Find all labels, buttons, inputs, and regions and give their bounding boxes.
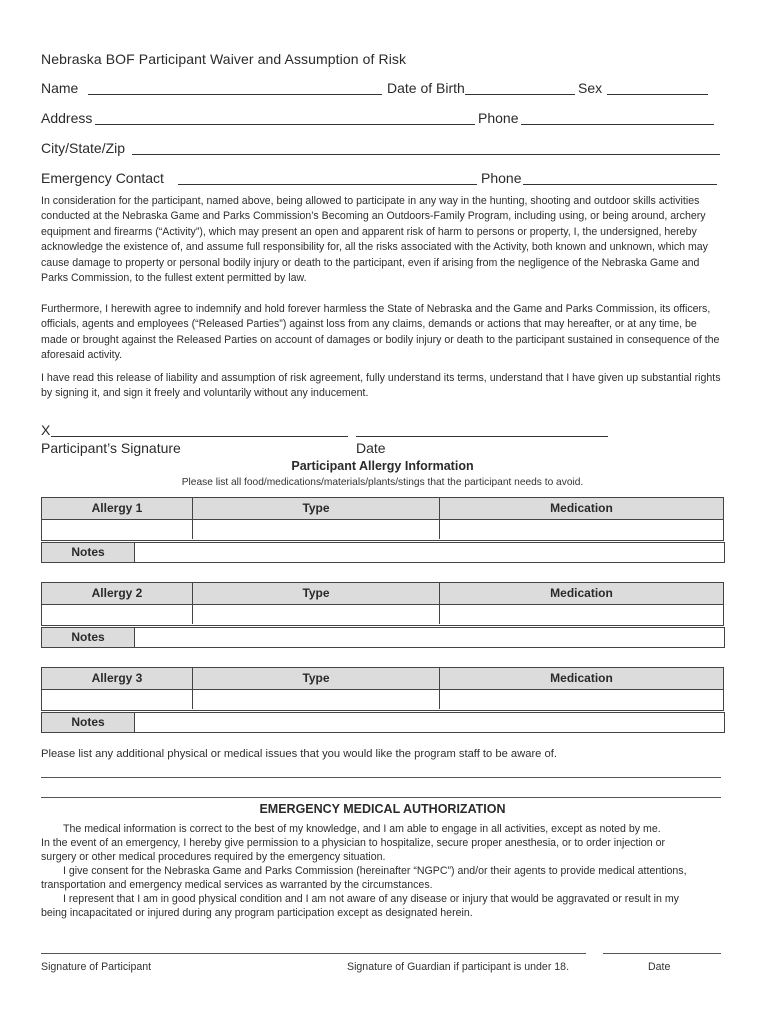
- allergy-medication-header: Medication: [550, 586, 613, 600]
- allergy-notes-input[interactable]: [134, 712, 725, 733]
- allergy-notes-label: Notes: [71, 715, 105, 729]
- address-field[interactable]: [95, 110, 475, 125]
- allergy-type-input[interactable]: [193, 690, 440, 709]
- allergy-notes-input[interactable]: [134, 627, 725, 648]
- allergy-label: Allergy 2: [42, 583, 193, 604]
- additional-issues-line-1[interactable]: [41, 777, 721, 778]
- allergy-name-input[interactable]: [42, 520, 193, 539]
- participant-signature-field[interactable]: [51, 422, 348, 437]
- emergency-line: surgery or other medical procedures required by the emergency situation.: [41, 851, 386, 863]
- allergy-notes-row: [41, 627, 724, 648]
- allergy-header-row: [41, 582, 724, 605]
- signature-x-mark: X: [41, 422, 51, 438]
- emergency-signature-line[interactable]: [41, 953, 586, 954]
- allergy-type-header: Type: [193, 668, 440, 689]
- guardian-signature-caption: Signature of Guardian if participant is under 18.: [347, 961, 570, 973]
- allergy-medication-header: Medication: [550, 501, 613, 515]
- city-field[interactable]: [132, 140, 720, 155]
- name-field[interactable]: [88, 80, 382, 95]
- city-row: [41, 140, 721, 160]
- signature-date-label: Date: [356, 440, 386, 456]
- address-label: Address: [41, 110, 93, 126]
- phone-label: Phone: [478, 110, 519, 126]
- consideration-paragraph: In consideration for the participant, named above, being allowed to participate in any way in the hunting, shooting and outdoor skills activities conducted at the Nebraska Game and Parks Commission’s Becoming an Outdoors-Family Program, including using, or being around, archery equipment and firearms (“Activity”), which may present an open and apparent risk of harm to persons or property, I, the undersigned, hereby acknowledge the existence of, and assume full responsibility for, all the risks associated with the Activity, both known and unknown, which may cause damage to property or personal bodily injury or death to the participant, even if arising from the negligence of the Nebraska Game and Parks Commission, to the fullest extent permitted by law.: [41, 195, 708, 285]
- additional-issues-prompt: Please list any additional physical or medical issues that you would like the program staff to be aware of.: [41, 748, 557, 760]
- allergy-block-1: [41, 497, 724, 565]
- sex-label: Sex: [578, 80, 603, 96]
- city-label: City/State/Zip: [41, 140, 126, 156]
- allergy-name-input[interactable]: [42, 690, 193, 709]
- acknowledgement-paragraph: I have read this release of liability and assumption of risk agreement, fully understand its terms, understand that I have given up substantial rights by signing it, and sign it freely and voluntarily without any inducement.: [41, 372, 721, 400]
- signature-date-field[interactable]: [356, 422, 608, 437]
- emergency-date-line[interactable]: [603, 953, 721, 954]
- emergency-line: being incapacitated or injured during any program participation except as designated herein.: [41, 907, 473, 919]
- allergy-notes-label: Notes: [71, 630, 105, 644]
- allergy-type-input[interactable]: [193, 520, 440, 539]
- allergy-notes-row: [41, 542, 724, 563]
- emergency-line: transportation and emergency medical services as warranted by the circumstances.: [41, 879, 433, 891]
- dob-field[interactable]: [465, 80, 575, 95]
- allergy-type-input[interactable]: [193, 605, 440, 624]
- allergy-label: Allergy 3: [42, 668, 193, 689]
- emergency-phone-label: Phone: [481, 170, 522, 186]
- allergy-notes-label: Notes: [71, 545, 105, 559]
- emergency-line: The medical information is correct to the best of my knowledge, and I am able to engage in all activities, except as noted by me.: [63, 823, 661, 835]
- allergy-block-3: [41, 667, 724, 735]
- allergy-block-2: [41, 582, 724, 650]
- allergy-entry-row: [41, 520, 724, 541]
- emergency-line: In the event of an emergency, I hereby give permission to a physician to hospitalize, secure proper anesthesia, or to order injection or: [41, 837, 666, 849]
- allergy-heading: Participant Allergy Information: [291, 459, 474, 473]
- allergy-name-input[interactable]: [42, 605, 193, 624]
- indemnify-paragraph: Furthermore, I herewith agree to indemnify and hold forever harmless the State of Nebraska and the Game and Parks Commission, its officers, officials, agents and employees (“Released Parties”) against loss from any claims, demands or actions that may hereafter, or at any time, be made or brought against the Released Parties on account of damages or bodily injury or death to the participant sustained in consequence of the aforesaid activity.: [41, 303, 720, 362]
- allergy-instruction: Please list all food/medications/materials/plants/stings that the participant needs to avoid.: [181, 477, 584, 488]
- allergy-label: Allergy 1: [42, 498, 193, 519]
- emergency-date-caption: Date: [648, 961, 671, 973]
- allergy-medication-input[interactable]: [440, 520, 723, 539]
- form-title: Nebraska BOF Participant Waiver and Assumption of Risk: [41, 51, 407, 67]
- phone-field[interactable]: [521, 110, 714, 125]
- name-label: Name: [41, 80, 79, 96]
- dob-label: Date of Birth: [387, 80, 465, 96]
- allergy-entry-row: [41, 690, 724, 711]
- participant-signature-caption: Signature of Participant: [41, 961, 152, 973]
- sex-field[interactable]: [607, 80, 708, 95]
- address-row: [41, 110, 721, 130]
- allergy-medication-input[interactable]: [440, 690, 723, 709]
- emergency-line: I give consent for the Nebraska Game and Parks Commission (hereinafter “NGPC”) and/or their agents to provide medical attentions,: [63, 865, 687, 877]
- emergency-phone-field[interactable]: [523, 170, 717, 185]
- name-row: [41, 80, 721, 100]
- emergency-contact-row: [41, 170, 721, 190]
- participant-signature-label: Participant’s Signature: [41, 440, 181, 456]
- emergency-authorization-text: [41, 822, 724, 920]
- allergy-header-row: [41, 667, 724, 690]
- allergy-type-header: Type: [193, 498, 440, 519]
- emergency-heading: EMERGENCY MEDICAL AUTHORIZATION: [259, 802, 506, 816]
- allergy-header-row: [41, 497, 724, 520]
- emergency-line: I represent that I am in good physical condition and I am not aware of any disease or injury that would be aggravated or result in my: [63, 893, 679, 905]
- allergy-medication-header: Medication: [550, 671, 613, 685]
- allergy-entry-row: [41, 605, 724, 626]
- allergy-type-header: Type: [193, 583, 440, 604]
- allergy-notes-input[interactable]: [134, 542, 725, 563]
- allergy-notes-row: [41, 712, 724, 733]
- emergency-contact-field[interactable]: [178, 170, 477, 185]
- allergy-medication-input[interactable]: [440, 605, 723, 624]
- emergency-contact-label: Emergency Contact: [41, 170, 164, 186]
- additional-issues-line-2[interactable]: [41, 797, 721, 798]
